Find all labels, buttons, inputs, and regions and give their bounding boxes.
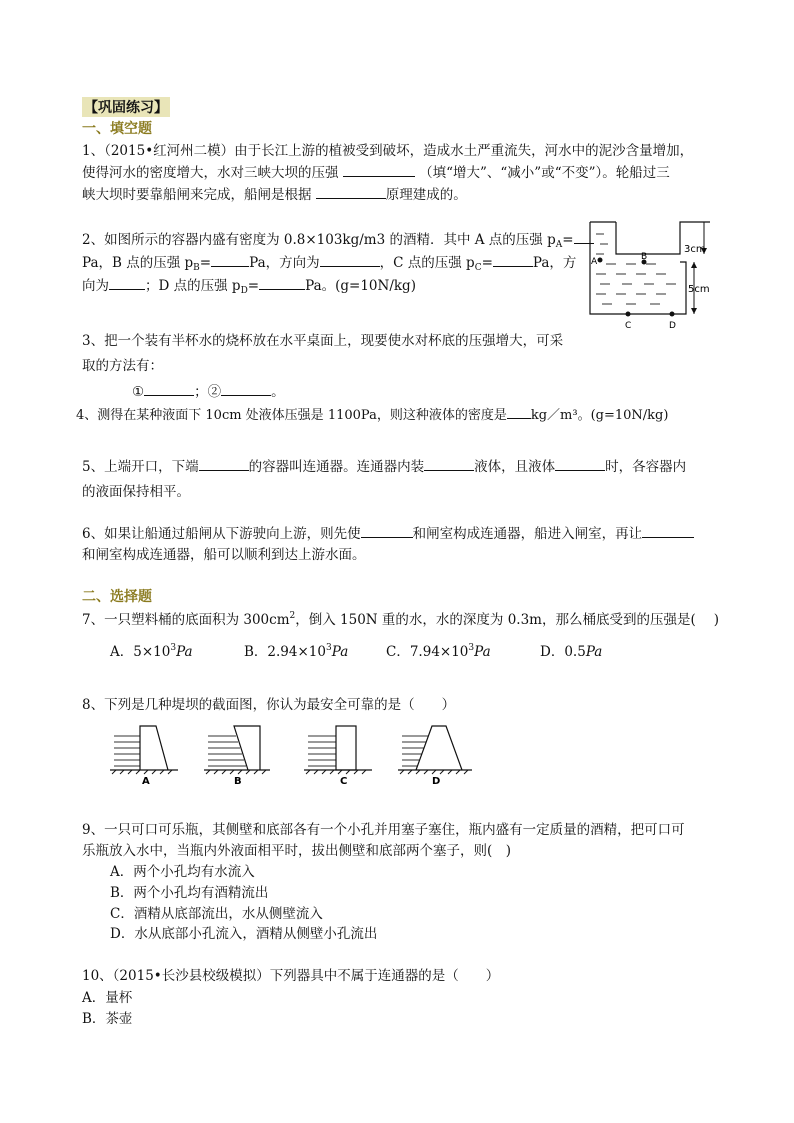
- q7-opt-b-exp: 3: [325, 643, 332, 653]
- q4-blank[interactable]: [507, 404, 531, 419]
- container-diagram: [586, 218, 716, 334]
- q7-sup: 2: [289, 611, 296, 621]
- q2-line3a: 向为: [82, 278, 109, 294]
- q2-line2: [82, 251, 576, 273]
- q1-line3: [82, 183, 467, 203]
- q2-line3: [82, 274, 416, 296]
- q1-line3b: 原理建成的。: [385, 187, 467, 203]
- q1-blank-2[interactable]: [316, 184, 386, 199]
- q2-blank-pd[interactable]: [259, 275, 305, 290]
- dam-a[interactable]: [110, 726, 178, 774]
- q7-stem: [82, 608, 719, 628]
- q2-eq-c: =: [481, 255, 493, 271]
- question-4: [76, 404, 668, 423]
- q8-stem: 8、下列是几种堤坝的截面图，你认为最安全可靠的是（ ）: [82, 697, 456, 713]
- q2-eq-b: =: [199, 255, 212, 271]
- q5-line2: 的液面保持相平。: [82, 484, 190, 500]
- q7-opt-a-num: 5×10: [133, 644, 171, 660]
- q2-sub-d: D: [240, 286, 248, 296]
- q6-a: 6、如果让船通过船闸从下游驶向上游，则先使: [82, 526, 361, 542]
- q7-option-c[interactable]: [386, 640, 491, 660]
- q7-opt-b-label: B．: [244, 644, 268, 660]
- q2-sub-a: A: [555, 240, 563, 250]
- dam-label-a: A: [142, 776, 150, 786]
- q7-opt-a-unit: Pa: [176, 644, 193, 660]
- q10-stem: 10、（2015•长沙县校级模拟）下列器具中不属于连通器的是（ ）: [82, 968, 500, 984]
- q2-blank-dir-b[interactable]: [320, 252, 380, 267]
- q4-text-b: kg／m³。(g=10N/kg): [530, 408, 669, 423]
- practice-title: 【巩固练习】: [82, 97, 170, 117]
- label-d: D: [669, 321, 676, 331]
- q2-eq: =: [562, 232, 574, 248]
- q5-blank-2[interactable]: [424, 456, 474, 471]
- liquid-hatch: [596, 234, 676, 304]
- q7-paren-close: ): [713, 612, 720, 628]
- q2-line2-mid: Pa，方向为: [249, 255, 320, 271]
- q2-blank-dir-c[interactable]: [109, 275, 145, 290]
- q5-a: 5、上端开口，下端: [82, 459, 199, 475]
- q1-line2a: 使得河水的密度增大，水对三峡大坝的压强: [82, 165, 339, 181]
- q3-blank-2[interactable]: [221, 381, 271, 396]
- q5-c: 液体，且液体: [474, 459, 556, 475]
- q2-line3c: Pa。(g=10N/kg): [305, 278, 416, 294]
- q2-eq-d: =: [247, 278, 260, 294]
- q7-option-b[interactable]: [244, 640, 348, 660]
- q2-line2-c: ，C 点的压强 p: [379, 255, 475, 271]
- q5-d: 时，各容器内: [605, 459, 687, 475]
- q5-blank-1[interactable]: [199, 456, 249, 471]
- q4-text-a: 4、测得在某种液面下 10cm 处液体压强是 1100Pa，则这种液体的密度是: [76, 408, 507, 423]
- q1-line2: [82, 161, 670, 181]
- q10-option-b[interactable]: B．茶壶: [82, 1011, 133, 1027]
- q2-line3b: ；D 点的压强 p: [145, 278, 241, 294]
- container-outline: [590, 222, 686, 314]
- q6-blank-1[interactable]: [361, 523, 413, 538]
- q6-blank-2[interactable]: [642, 523, 694, 538]
- q3-line2: 取的方法有：: [82, 358, 163, 374]
- q1-line3a: 峡大坝时要靠船闸来完成，船闸是根据: [82, 187, 312, 203]
- dim-arrowhead-5cm-top: [691, 262, 697, 268]
- q9-line1: 9、一只可口可乐瓶，其侧壁和底部各有一个小孔并用塞子塞住，瓶内盛有一定质量的酒精，把可口可: [82, 822, 685, 838]
- q2-line2-pa: Pa，B 点的压强 p: [82, 255, 194, 271]
- point-d: [670, 312, 675, 317]
- q7-opt-c-unit: Pa: [474, 644, 491, 660]
- q2-line1: [82, 228, 594, 250]
- q7-opt-b-unit: Pa: [331, 644, 349, 660]
- section-fill-heading: 一、填空题: [82, 121, 152, 137]
- q9-option-a[interactable]: A．两个小孔均有水流入: [110, 864, 255, 880]
- label-a: A: [591, 257, 598, 267]
- dam-b[interactable]: [204, 726, 270, 774]
- q6-line1: [82, 522, 694, 542]
- dam-label-d: D: [432, 776, 441, 786]
- q9-option-b[interactable]: B．两个小孔均有酒精流出: [110, 885, 269, 901]
- point-a: [598, 258, 603, 263]
- q7-opt-c-label: C．: [386, 644, 410, 660]
- dam-label-b: B: [234, 776, 242, 786]
- q1-blank-1[interactable]: [343, 162, 415, 177]
- dim-label-3cm: 3cm: [684, 244, 706, 255]
- q7-option-a[interactable]: [110, 640, 193, 660]
- dim-label-5cm: 5cm: [688, 284, 710, 295]
- q3-end: 。: [271, 384, 285, 400]
- q7-opt-c-num: 7.94×10: [409, 644, 469, 660]
- q7-option-d[interactable]: [540, 640, 602, 660]
- q3-line1: 3、把一个装有半杯水的烧杯放在水平桌面上，现要使水对杯底的压强增大，可采: [82, 333, 564, 349]
- q7-opt-d-label: D．: [540, 644, 565, 660]
- q7-opt-a-label: A．: [110, 644, 134, 660]
- q9-line2: 乐瓶放入水中，当瓶内外液面相平时，拔出侧壁和底部两个塞子，则( ): [82, 843, 512, 859]
- dam-label-c: C: [340, 776, 348, 786]
- q3-marker-1: ①: [132, 384, 145, 400]
- q7-opt-d-unit: Pa: [585, 644, 603, 660]
- q7-opt-d-num: 0.5: [564, 644, 586, 660]
- q5-blank-3[interactable]: [555, 456, 605, 471]
- q7-text-b: ，倒入 150N 重的水，水的深度为 0.3m，那么桶底受到的压强是(: [295, 612, 696, 628]
- q6-b: 和闸室构成连通器，船进入闸室，再让: [412, 526, 643, 542]
- q2-line2-end: Pa，方: [532, 255, 577, 271]
- dam-d[interactable]: [398, 726, 472, 774]
- dim-arrowhead-5cm-bottom: [691, 308, 697, 314]
- q3-sep: ；②: [194, 384, 222, 400]
- q2-blank-pc[interactable]: [493, 252, 533, 267]
- q2-line1-text: 2、如图所示的容器内盛有密度为 0.8×103kg/m3 的酒精．其中 A 点的压强 p: [82, 232, 556, 248]
- q6-line2: 和闸室构成连通器，船可以顺利到达上游水面。: [82, 547, 366, 563]
- q9-option-c[interactable]: C．酒精从底部流出，水从侧壁流入: [110, 906, 323, 922]
- q7-text-a: 7、一只塑料桶的底面积为 300cm: [82, 612, 290, 628]
- q10-option-a[interactable]: A．量杯: [82, 990, 133, 1006]
- q3-blank-1[interactable]: [144, 381, 194, 396]
- point-c: [626, 312, 631, 317]
- q7-opt-a-exp: 3: [170, 643, 177, 653]
- q7-opt-b-num: 2.94×10: [267, 644, 326, 660]
- q3-line3: [132, 380, 285, 400]
- section-choice-heading: 二、选择题: [82, 589, 152, 605]
- dam-c[interactable]: [304, 726, 372, 774]
- q9-option-d[interactable]: D．水从底部小孔流入，酒精从侧壁小孔流出: [110, 926, 378, 942]
- q2-blank-pb[interactable]: [211, 252, 249, 267]
- q1-line1: 1、（2015•红河州二模）由于长江上游的植被受到破坏，造成水土严重流失，河水中的泥沙含量增加，: [82, 143, 694, 159]
- label-c: C: [625, 321, 632, 331]
- q5-line1: [82, 455, 686, 475]
- q2-sub-b: B: [193, 263, 200, 273]
- q1-line2b: （填“增大”、“减小”或“不变”）。轮船过三: [419, 165, 670, 181]
- label-b: B: [641, 252, 648, 262]
- q5-b: 的容器叫连通器。连通器内装: [248, 459, 425, 475]
- q7-opt-c-exp: 3: [468, 643, 475, 653]
- dam-diagrams: [110, 722, 480, 786]
- q2-sub-c: C: [474, 263, 482, 273]
